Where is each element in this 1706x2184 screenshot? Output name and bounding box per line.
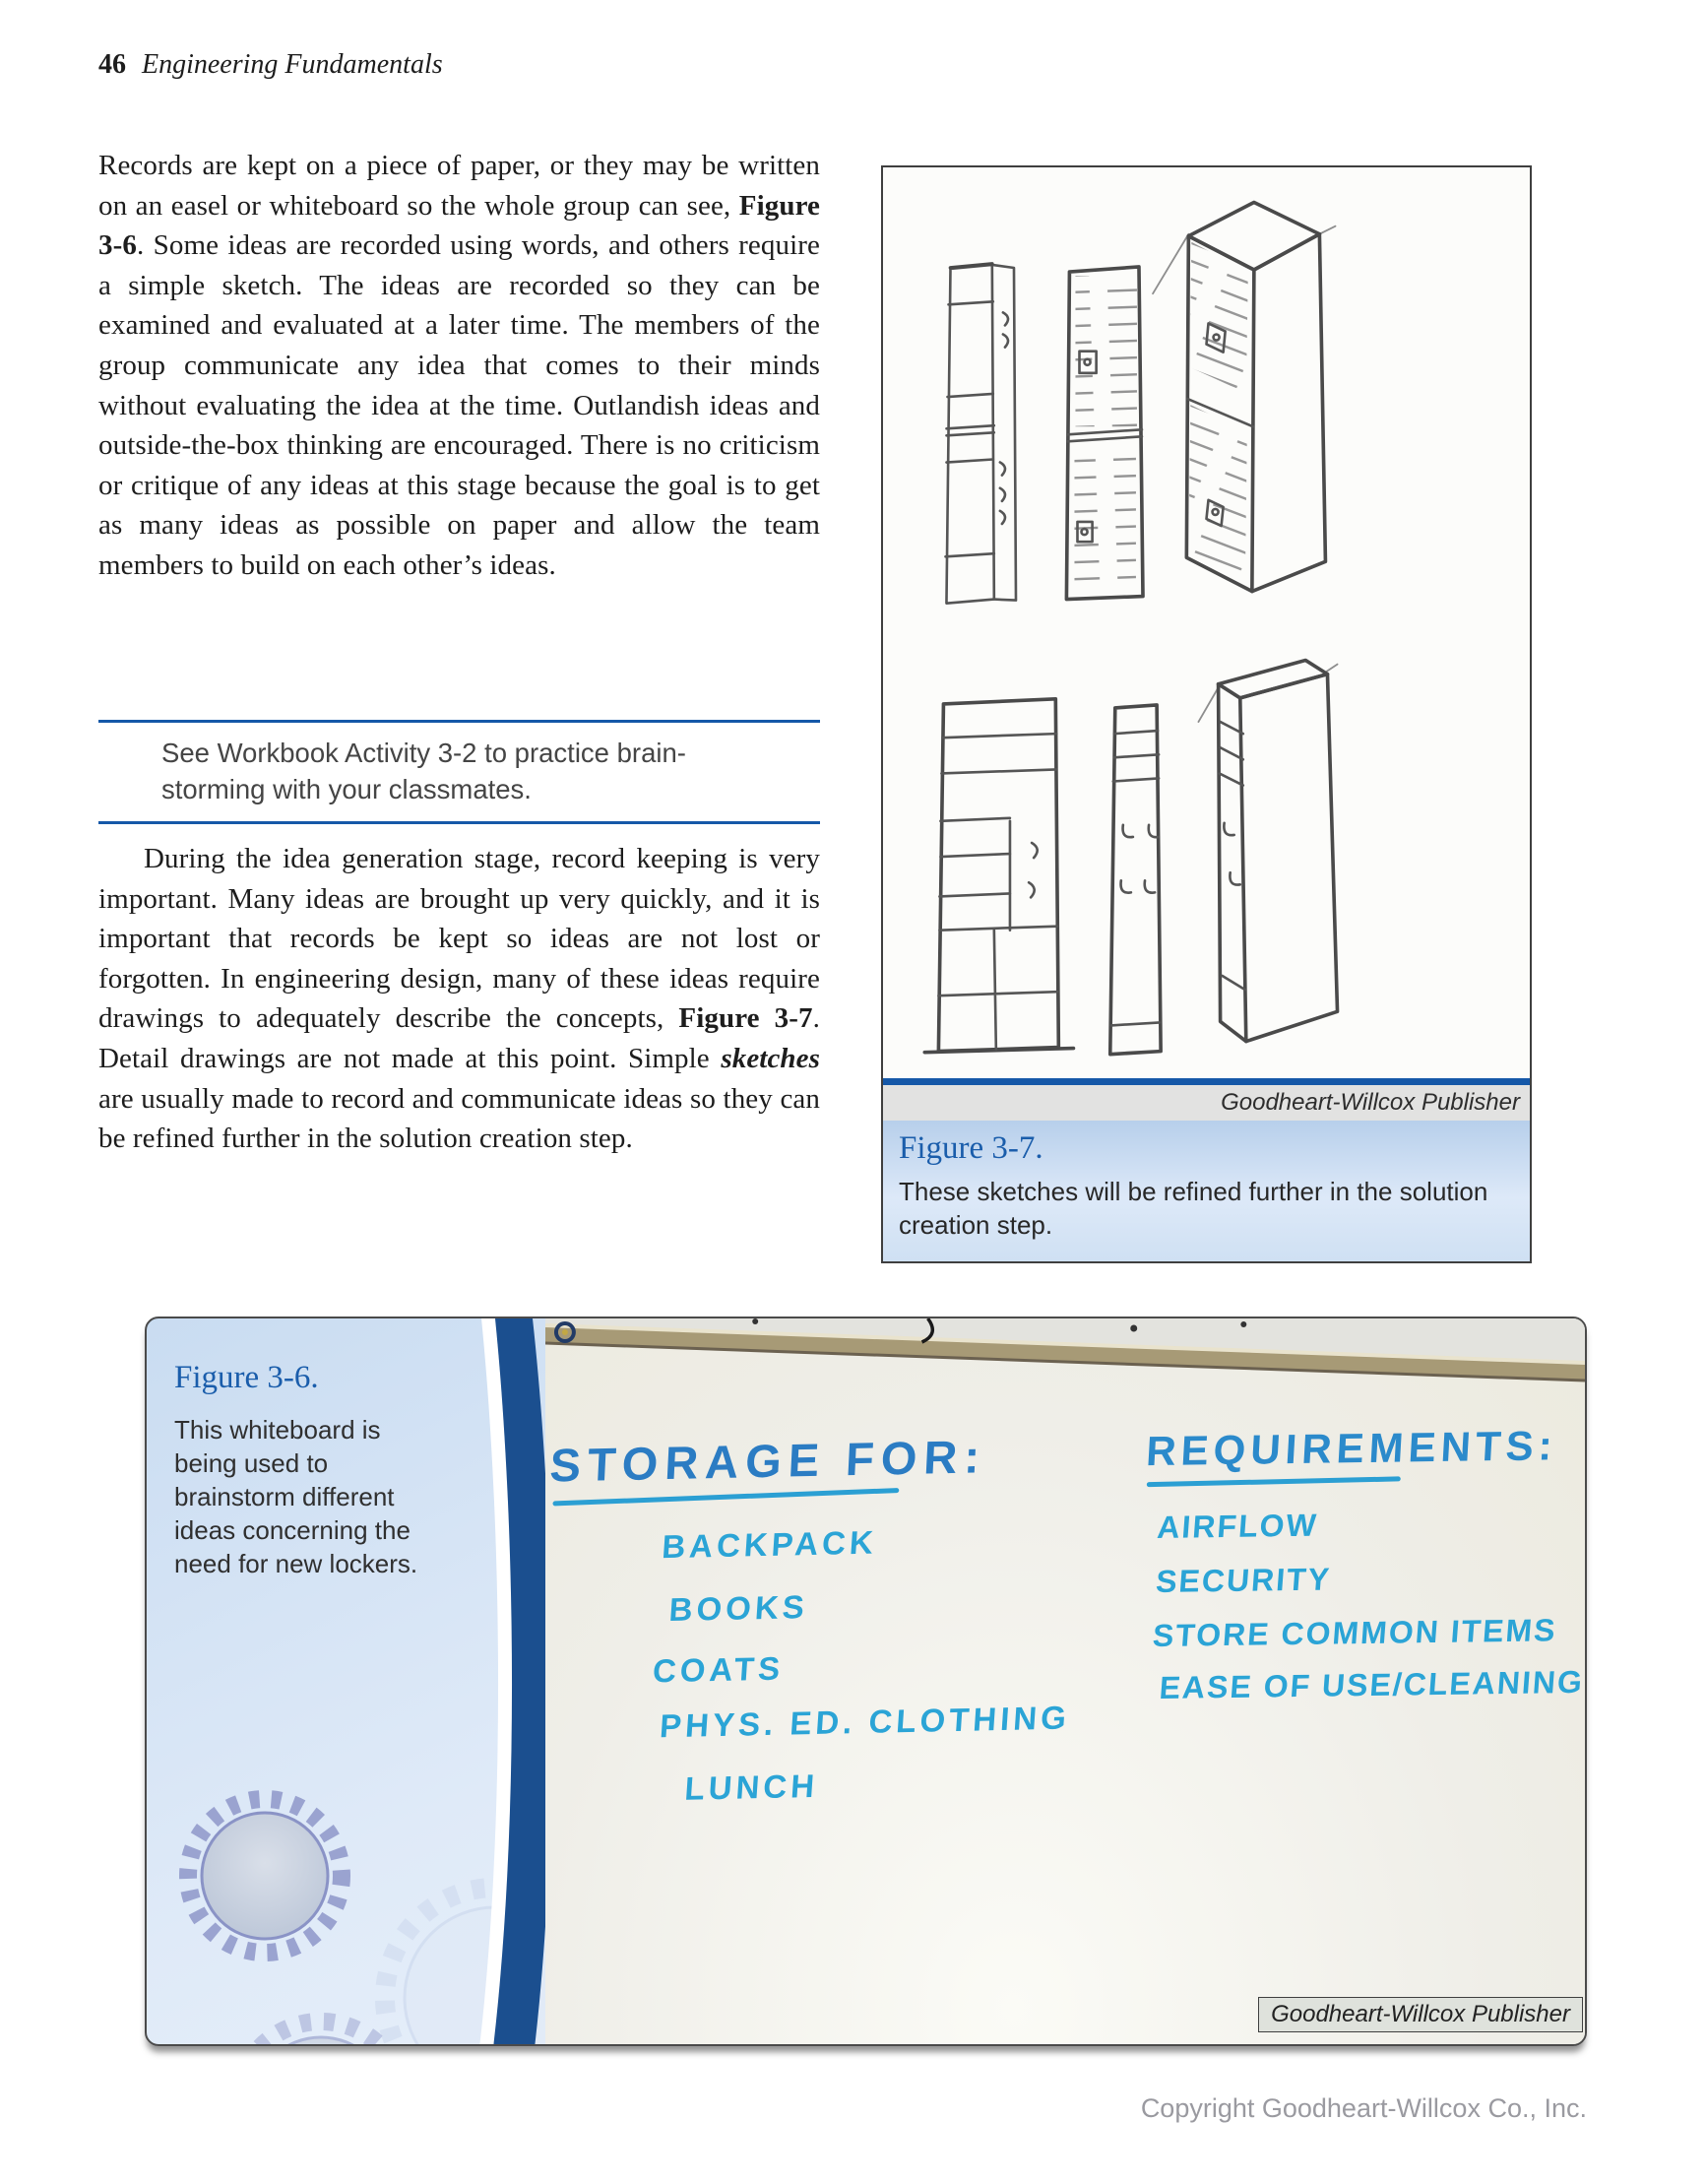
paragraph-brainstorm-records: [98, 146, 820, 586]
gear-icon-large: [188, 1799, 342, 1953]
whiteboard-left-list: [549, 1428, 1072, 1811]
running-head: [98, 49, 443, 81]
locker-sketches-bottom-row-image: [889, 620, 1524, 1069]
sketch-locker-perspective: [1153, 202, 1335, 591]
figure-3-6: [145, 1317, 1587, 2046]
whiteboard-item: LUNCH: [683, 1766, 820, 1807]
marker-underline: [1147, 1476, 1401, 1487]
whiteboard-item: PHYS. ED. CLOTHING: [659, 1699, 1072, 1745]
figure-3-6-reference: Figure 3-6: [98, 189, 820, 262]
whiteboard-rail-image: [545, 1318, 1585, 1397]
whiteboard-item: BOOKS: [667, 1588, 810, 1629]
par2-text: During the idea generation stage, record keeping is very important. Many ideas are brought up very quickly, and it is important that records be kept so ideas are not lost or forgotten. In engineering design, many of these ideas require drawings to adequately describe the concepts,: [98, 843, 820, 1035]
whiteboard-right-heading: REQUIREMENTS:: [1145, 1422, 1559, 1475]
figure-3-7-sketch-image: [883, 167, 1530, 1078]
whiteboard-item: COATS: [651, 1649, 786, 1690]
sketch-locker-open-perspective: [1198, 661, 1337, 1042]
whiteboard-item: SECURITY: [1154, 1561, 1333, 1599]
par2-text-end: are usually made to record and communicate ideas so they can be refined further in the solution creation step.: [98, 1082, 820, 1155]
figure-3-6-credit: Goodheart-Willcox Publisher: [1258, 1997, 1583, 2032]
gear-icon-bottom: [236, 2022, 406, 2046]
sketch-locker-shelves: [924, 699, 1073, 1053]
copyright-footer: Copyright Goodheart-Willcox Co., Inc.: [1140, 2093, 1587, 2123]
sketch-locker-hooks: [1110, 705, 1161, 1055]
par2-text-cont: . Detail drawings are not made at this point. Simple: [98, 1002, 820, 1074]
sketches-term: sketches: [721, 1042, 820, 1074]
workbook-activity-callout: [98, 720, 820, 824]
callout-line-2: storming with your classmates.: [161, 774, 532, 804]
figure-3-7-caption-text: These sketches will be refined further in the solution creation step.: [899, 1177, 1488, 1240]
sketch-locker-vented-door: [1066, 267, 1143, 600]
figure-3-7-label: Figure 3-7.: [899, 1130, 1043, 1166]
page-number: 46: [98, 49, 126, 80]
locker-sketches-top-row-image: [889, 171, 1524, 620]
whiteboard-item: STORE COMMON ITEMS: [1151, 1612, 1558, 1654]
figure-3-6-label: Figure 3-6.: [174, 1360, 319, 1395]
figure-3-7: [881, 165, 1532, 1263]
whiteboard-item: BACKPACK: [661, 1523, 879, 1566]
callout-line-1: See Workbook Activity 3-2 to practice brain-: [161, 738, 686, 768]
whiteboard-item: EASE OF USE/CLEANING: [1158, 1663, 1586, 1705]
paragraph-idea-generation: [98, 839, 820, 1159]
figure-3-7-caption-panel: [883, 1121, 1530, 1261]
whiteboard-right-list: [1146, 1422, 1584, 1706]
figure-3-7-credit-bar: [883, 1078, 1530, 1121]
book-title: Engineering Fundamentals: [142, 49, 443, 80]
whiteboard-photo: [545, 1318, 1585, 2044]
whiteboard-item: AIRFLOW: [1156, 1507, 1320, 1545]
figure-3-7-reference: Figure 3-7: [678, 1002, 813, 1035]
publisher-credit: Goodheart-Willcox Publisher: [1221, 1089, 1520, 1116]
sketch-locker-front-side: [945, 264, 1016, 604]
whiteboard-left-heading: STORAGE FOR:: [548, 1430, 988, 1492]
figure-3-6-caption-text: This whiteboard is being used to brainstorm different ideas concerning the need for new lockers.: [174, 1415, 418, 1578]
par1-text: Records are kept on a piece of paper, or they may be written on an easel or whiteboard so the whole group can see,: [98, 150, 820, 222]
par1-text-cont: . Some ideas are recorded using words, and others require a simple sketch. The ideas are recorded so they can be examined and evaluated at a later time. The members of the group communicate any idea that comes to their minds without evaluating the idea at the time. Outlandish ideas and outside-the-box thinking are encouraged. There is no criticism or critique of any ideas at this stage because the goal is to get as many ideas as possible on paper and allow the team members to build on each other’s ideas.: [98, 229, 820, 581]
